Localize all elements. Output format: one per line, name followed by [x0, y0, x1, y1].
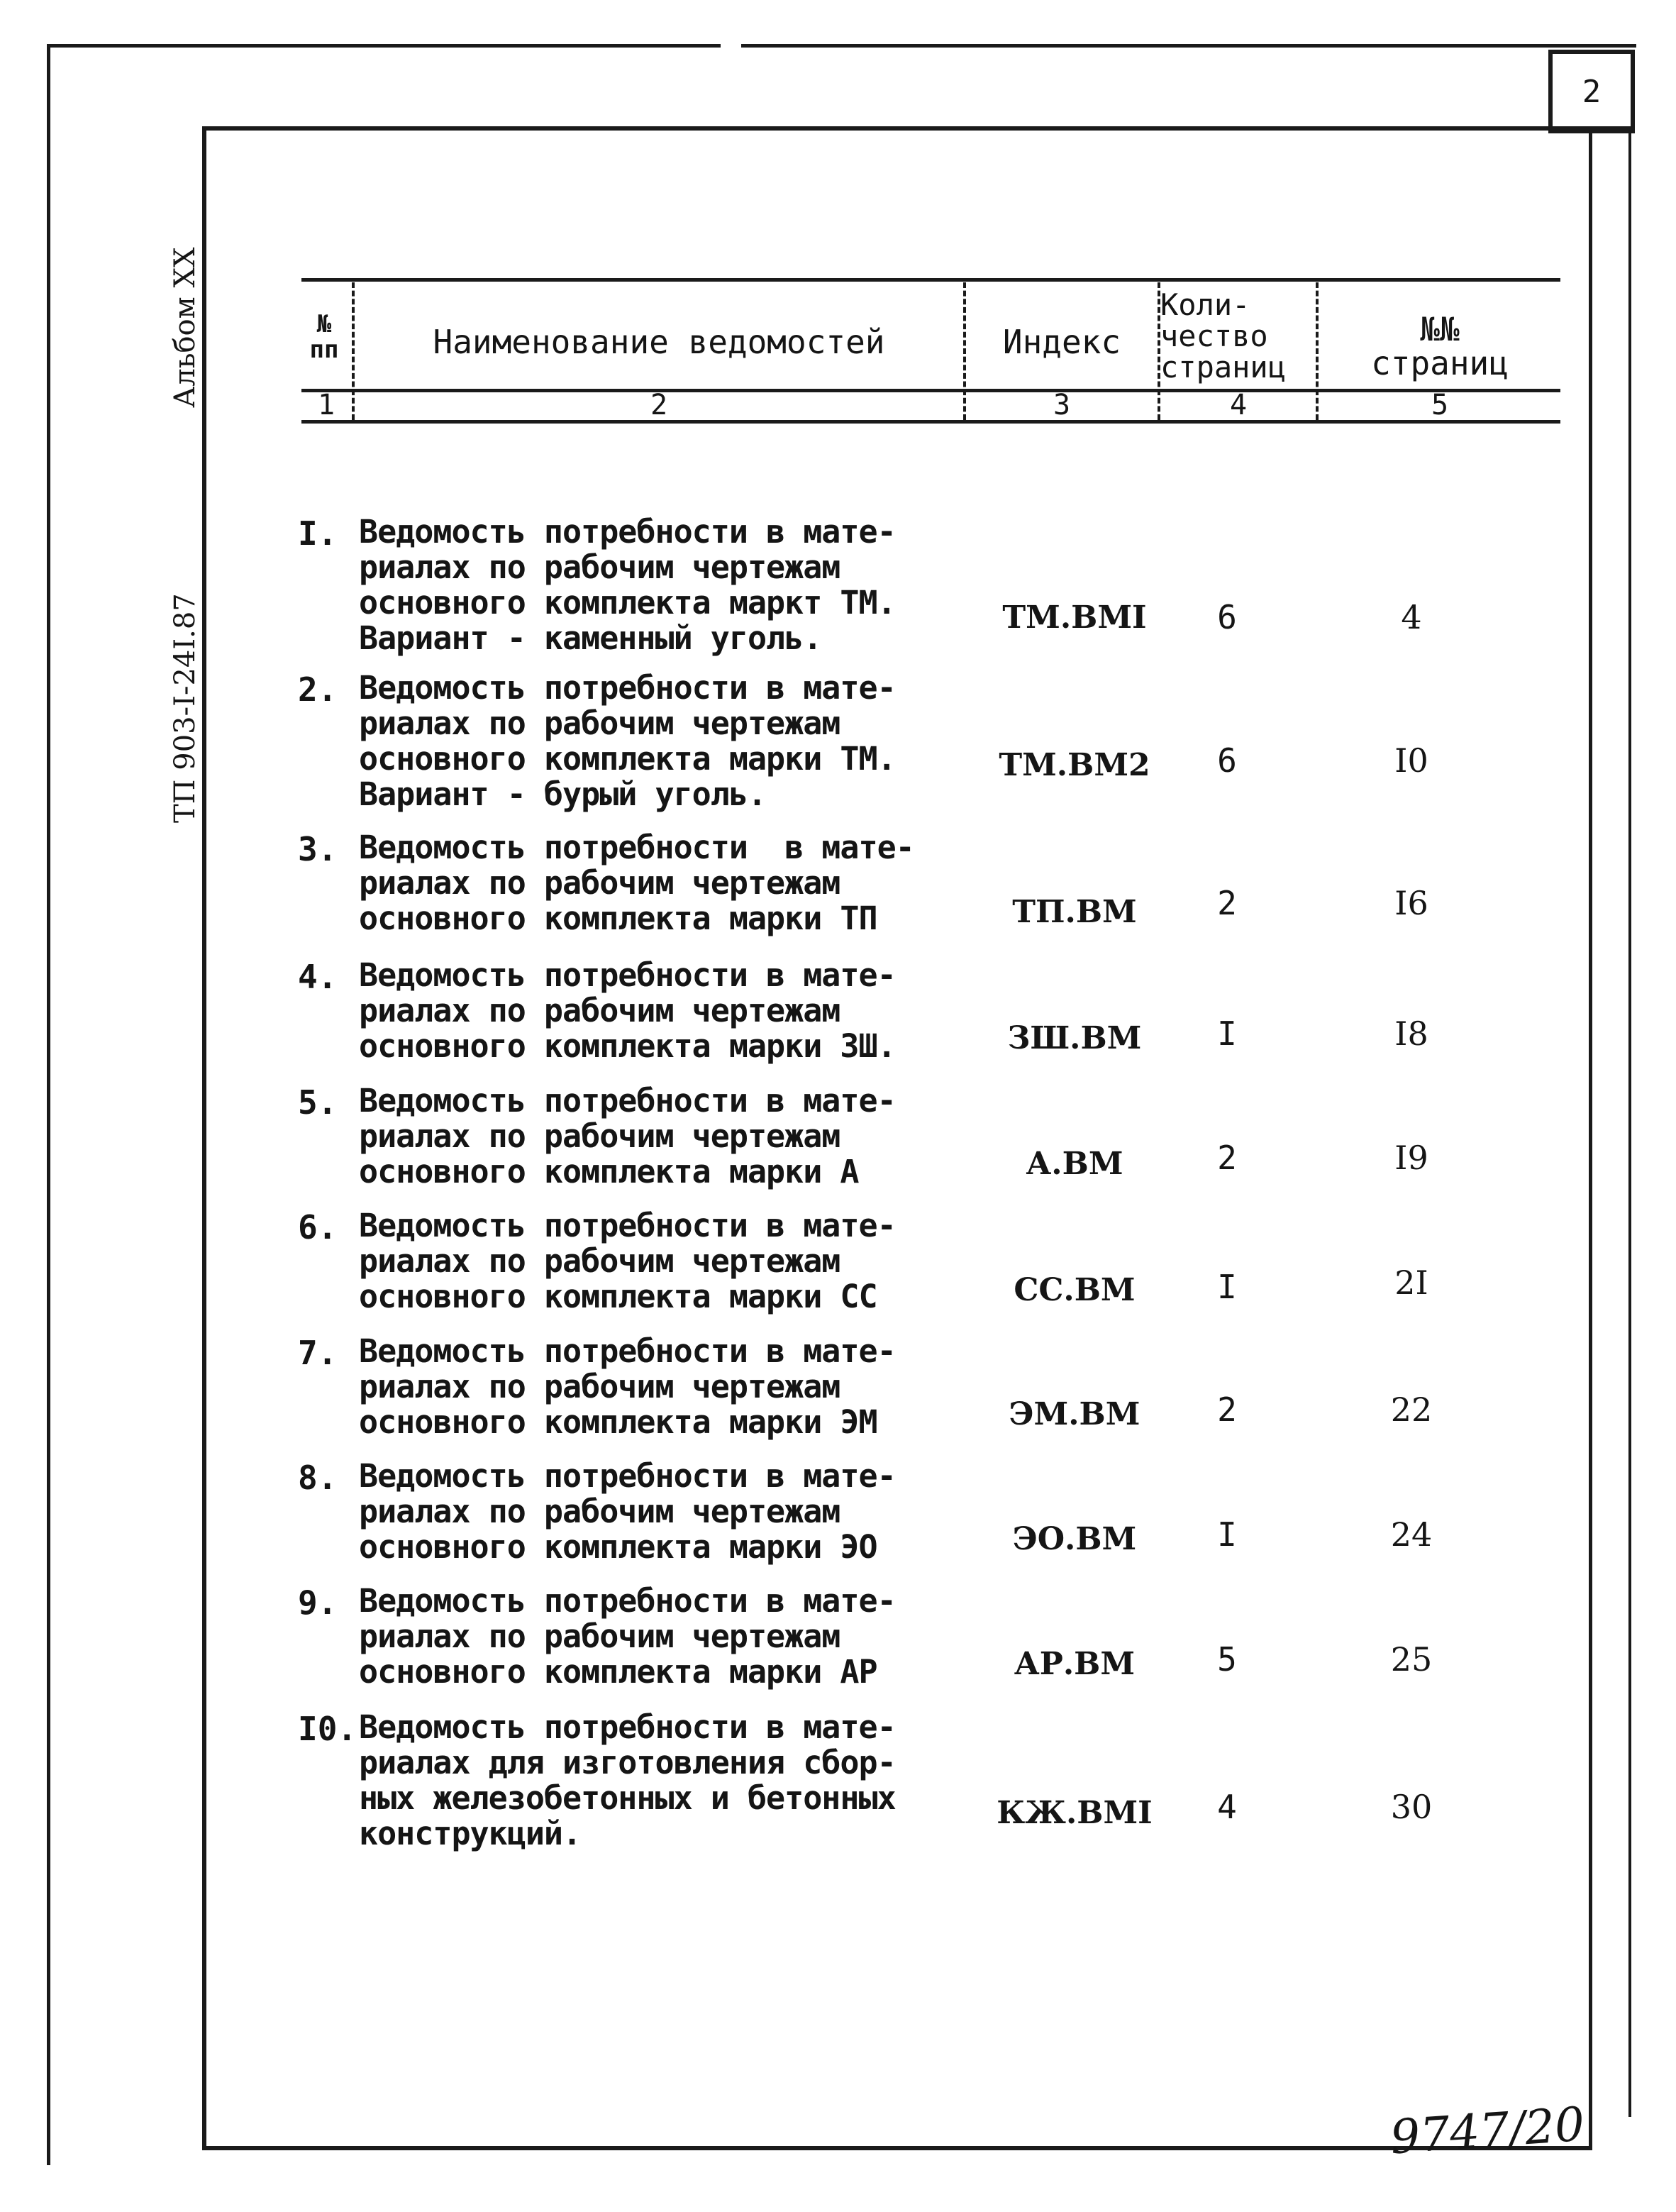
row-count: 4 — [1217, 1788, 1237, 1826]
row-number: 2. — [298, 670, 338, 709]
inner-frame-left — [202, 126, 206, 2150]
outer-frame-top-left — [47, 44, 721, 48]
row-count: I — [1217, 1515, 1237, 1554]
row-index: СС.ВМ — [1014, 1272, 1136, 1308]
header-rule-top — [301, 278, 1560, 282]
header-num: № пп — [309, 310, 339, 364]
col-number-3: 3 — [1053, 389, 1071, 421]
row-index: ТП.ВМ — [1012, 894, 1137, 930]
row-title: Ведомость потребности в мате- риалах по рабочим чертежам основного комплекта марки ТМ. Вариант - бурый уголь. — [359, 669, 896, 813]
col-number-5: 5 — [1431, 389, 1449, 421]
row-index: ТМ.ВМI — [1002, 599, 1147, 636]
row-index: ТМ.ВМ2 — [999, 747, 1150, 783]
row-pages: 22 — [1390, 1390, 1433, 1429]
row-number: 5. — [298, 1083, 338, 1122]
row-pages: 25 — [1390, 1640, 1433, 1679]
row-title: Ведомость потребности в мате- риалах по рабочим чертежам основного комплекта марки А — [359, 1082, 896, 1190]
archive-stamp: 9747/20 — [1388, 2096, 1587, 2165]
table-row — [298, 1710, 1560, 1852]
row-pages: 24 — [1390, 1515, 1433, 1554]
row-number: 3. — [298, 830, 338, 868]
table-row — [298, 1334, 1560, 1440]
row-title: Ведомость потребности в мате- риалах по рабочим чертежам основного комплекта марки СС — [359, 1207, 896, 1315]
row-title: Ведомость потребности в мате- риалах по рабочим чертежам основного комплекта марки АР — [359, 1582, 896, 1691]
album-label: Альбом XX — [169, 247, 201, 408]
row-index: ЭМ.ВМ — [1009, 1396, 1141, 1432]
inner-frame-top — [202, 126, 1635, 131]
outer-frame-top-right — [741, 44, 1636, 48]
row-title: Ведомость потребности в мате- риалах по рабочим чертежам основного комплекта марки ТП — [359, 829, 914, 937]
header-index: Индекс — [1002, 323, 1121, 361]
row-index: АР.ВМ — [1014, 1646, 1136, 1682]
row-pages: I8 — [1394, 1014, 1428, 1053]
row-count: 2 — [1217, 1390, 1237, 1429]
row-index: КЖ.ВМI — [997, 1795, 1153, 1831]
col-number-4: 4 — [1229, 389, 1248, 421]
table-row — [298, 1459, 1560, 1565]
table-row — [298, 514, 1560, 656]
page-number: 2 — [1548, 50, 1635, 133]
table-row — [298, 1208, 1560, 1315]
row-number: I0. — [298, 1710, 357, 1748]
table-row — [298, 958, 1560, 1064]
document-code: ТП 903-I-24I.87 — [169, 593, 201, 823]
outer-frame-left — [47, 44, 50, 2165]
row-count: 2 — [1217, 884, 1237, 922]
col-number-2: 2 — [650, 389, 668, 421]
table-row — [298, 1583, 1560, 1690]
row-number: 7. — [298, 1334, 338, 1372]
row-title: Ведомость потребности в мате- риалах по рабочим чертежам основного комплекта маркт ТМ. Вариант - каменный уголь. — [359, 513, 896, 657]
row-pages: 2I — [1394, 1263, 1428, 1302]
row-number: 8. — [298, 1459, 338, 1497]
inner-frame-right — [1589, 131, 1592, 2150]
inner-frame-right-edge — [1628, 131, 1631, 2117]
row-title: Ведомость потребности в мате- риалах по рабочим чертежам основного комплекта марки ЭМ — [359, 1332, 896, 1441]
row-title: Ведомость потребности в мате- риалах по рабочим чертежам основного комплекта марки ЭО — [359, 1457, 896, 1566]
row-title: Ведомость потребности в мате- риалах для изготовления сбор- ных железобетонных и бетонных конструкций. — [359, 1708, 896, 1852]
row-index: ЭО.ВМ — [1012, 1521, 1137, 1557]
inner-frame-bottom — [202, 2146, 1592, 2150]
row-pages: 30 — [1390, 1788, 1433, 1826]
row-pages: I9 — [1394, 1139, 1428, 1177]
row-pages: 4 — [1401, 598, 1422, 636]
row-index: А.ВМ — [1026, 1146, 1123, 1182]
header-count: Коли- чество страниц — [1160, 287, 1287, 385]
row-number: 6. — [298, 1208, 338, 1246]
table-row — [298, 1083, 1560, 1190]
row-count: 5 — [1217, 1640, 1237, 1679]
table-row — [298, 670, 1560, 812]
table-row — [298, 830, 1560, 936]
row-count: 2 — [1217, 1139, 1237, 1177]
row-number: 9. — [298, 1583, 338, 1622]
header-pages: №№ страниц — [1371, 310, 1509, 383]
row-number: I. — [298, 514, 338, 553]
row-count: I — [1217, 1014, 1237, 1053]
row-count: 6 — [1217, 598, 1237, 636]
row-index: ЗШ.ВМ — [1007, 1020, 1142, 1056]
row-number: 4. — [298, 958, 338, 996]
header-name: Наименование ведомостей — [433, 323, 885, 361]
col-number-1: 1 — [317, 389, 335, 421]
row-count: I — [1217, 1268, 1237, 1306]
row-title: Ведомость потребности в мате- риалах по рабочим чертежам основного комплекта марки ЗШ. — [359, 956, 896, 1065]
row-pages: I6 — [1394, 884, 1428, 922]
row-pages: I0 — [1394, 741, 1428, 780]
row-count: 6 — [1217, 741, 1237, 780]
